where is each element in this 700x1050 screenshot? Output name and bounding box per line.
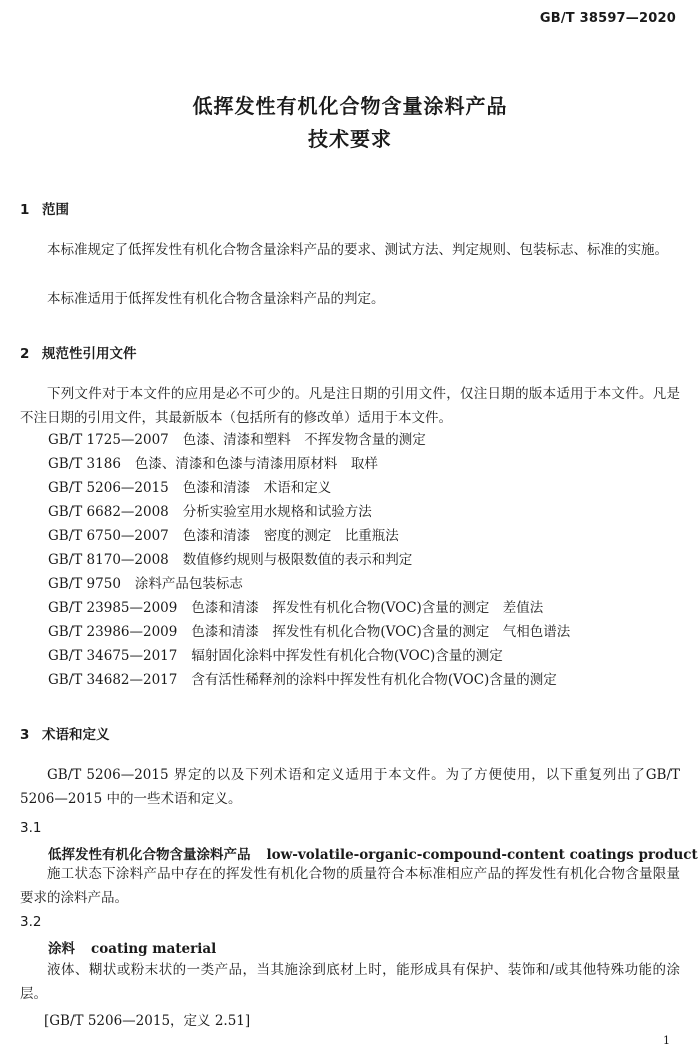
section-1-paragraph-1: 本标准规定了低挥发性有机化合物含量涂料产品的要求、测试方法、判定规则、包装标志、标准的实施。 [47,242,668,258]
reference-title: 色漆和清漆 挥发性有机化合物(VOC)含量的测定 气相色谱法 [191,624,571,640]
section-number: 3 [20,727,30,743]
reference-item [48,500,570,524]
term-name [48,843,698,863]
section-3-heading [20,723,110,743]
reference-item [48,668,570,692]
reference-code: GB/T 6682—2008 [48,504,169,520]
title-line-2: 技术要求 [308,127,392,151]
term-number: 3.2 [20,914,42,930]
reference-item [48,596,570,620]
term-name-zh: 涂料 [48,941,75,957]
title-line-1: 低挥发性有机化合物含量涂料产品 [192,94,508,118]
term-source-note: [GB/T 5206—2015，定义 2.51] [44,1013,251,1029]
section-2-intro: 下列文件对于本文件的应用是必不可少的。凡是注日期的引用文件，仅注日期的版本适用于本文件。凡是不注日期的引用文件，其最新版本（包括所有的修改单）适用于本文件。 [20,386,680,426]
reference-title: 涂料产品包装标志 [134,576,243,592]
section-title: 规范性引用文件 [42,346,137,362]
term-definition: 液体、糊状或粉末状的一类产品，当其施涂到底材上时，能形成具有保护、装饰和/或其他特殊功能的涂层。 [20,962,680,1002]
section-number: 1 [20,202,30,218]
reference-code: GB/T 23986—2009 [48,624,178,640]
reference-code: GB/T 6750—2007 [48,528,169,544]
section-1-paragraph-2: 本标准适用于低挥发性有机化合物含量涂料产品的判定。 [47,291,385,307]
reference-item [48,452,570,476]
reference-title: 色漆和清漆 挥发性有机化合物(VOC)含量的测定 差值法 [191,600,544,616]
reference-item [48,476,570,500]
reference-title: 色漆和清漆 密度的测定 比重瓶法 [182,528,399,544]
normative-reference-list [48,428,570,692]
reference-title: 含有活性稀释剂的涂料中挥发性有机化合物(VOC)含量的测定 [191,672,557,688]
term-definition: 施工状态下涂料产品中存在的挥发性有机化合物的质量符合本标准相应产品的挥发性有机化合物含量限量要求的涂料产品。 [20,866,680,906]
reference-code: GB/T 8170—2008 [48,552,169,568]
reference-item [48,572,570,596]
reference-code: GB/T 3186 [48,456,121,472]
term-number: 3.1 [20,820,42,836]
reference-item [48,524,570,548]
reference-code: GB/T 1725—2007 [48,432,169,448]
section-3-intro: GB/T 5206—2015 界定的以及下列术语和定义适用于本文件。为了方便使用，以下重复列出了GB/T 5206—2015 中的一些术语和定义。 [20,767,680,807]
term-name-en: coating material [91,941,217,957]
standard-code: GB/T 38597—2020 [539,11,676,26]
reference-title: 色漆、清漆和塑料 不挥发物含量的测定 [182,432,426,448]
reference-code: GB/T 5206—2015 [48,480,169,496]
reference-item [48,548,570,572]
reference-title: 色漆和清漆 术语和定义 [182,480,332,496]
reference-title: 辐射固化涂料中挥发性有机化合物(VOC)含量的测定 [191,648,503,664]
section-2-heading [20,342,137,362]
reference-item [48,644,570,668]
reference-code: GB/T 34675—2017 [48,648,178,664]
term-name-zh: 低挥发性有机化合物含量涂料产品 [48,847,251,863]
section-number: 2 [20,346,30,362]
reference-code: GB/T 9750 [48,576,121,592]
reference-title: 分析实验室用水规格和试验方法 [182,504,372,520]
page-number: 1 [663,1034,670,1047]
reference-code: GB/T 34682—2017 [48,672,178,688]
section-title: 范围 [42,202,69,218]
document-title [0,90,700,156]
section-title: 术语和定义 [42,727,110,743]
reference-item [48,620,570,644]
term-name [48,937,216,957]
reference-code: GB/T 23985—2009 [48,600,178,616]
section-1-heading [20,198,69,218]
reference-item [48,428,570,452]
reference-title: 数值修约规则与极限数值的表示和判定 [182,552,413,568]
term-name-en: low-volatile-organic-compound-content coatings product [266,847,698,863]
reference-title: 色漆、清漆和色漆与清漆用原材料 取样 [134,456,378,472]
